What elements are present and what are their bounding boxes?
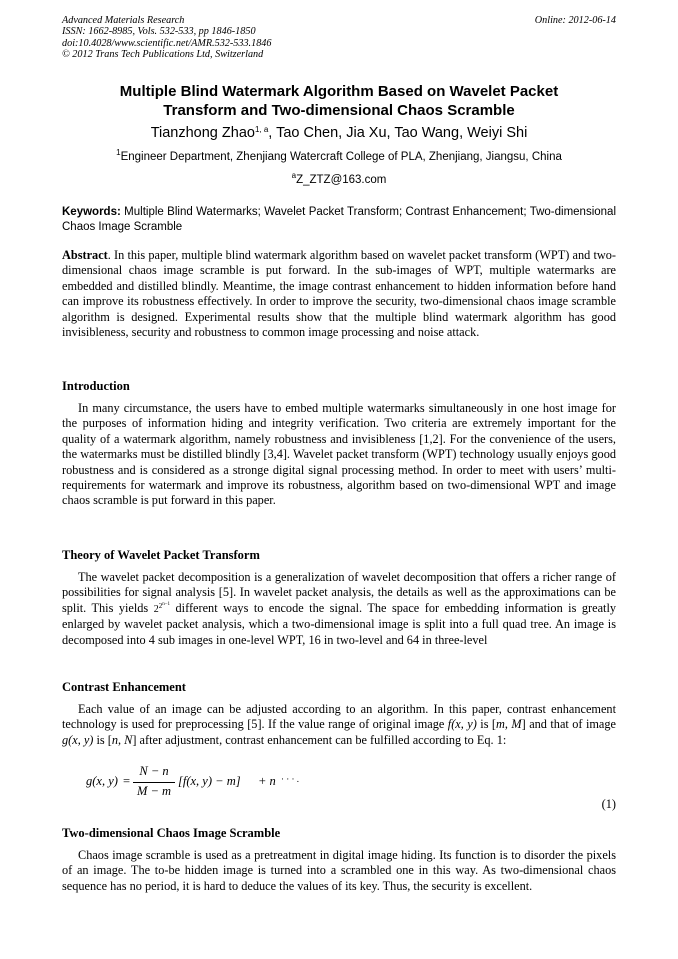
other-authors: , Tao Chen, Jia Xu, Tao Wang, Weiyi Shi	[268, 125, 528, 141]
journal-header	[62, 15, 271, 61]
abstract-label: Abstract	[62, 248, 108, 262]
first-author-affil-mark: 1, a	[254, 125, 269, 134]
chaos-text: Chaos image scramble is used as a pretreatment in digital image hiding. Its function is to disorder the pixels of an image. The to-be hidden image is turned into a scrambled one in this way. As two-dimensional chaos sequence has no period, it is hard to deduce the values of its key. Thus, the security is excellent.	[62, 848, 616, 893]
equation-bracket: [f(x, y) − m]	[178, 774, 241, 788]
journal-issn: ISSN: 1662-8985, Vols. 532-533, pp 1846-1850	[62, 26, 256, 38]
journal-copyright: © 2012 Trans Tech Publications Ltd, Switzerland	[62, 49, 264, 61]
title-line-1: Multiple Blind Watermark Algorithm Based on Wavelet Packet	[119, 83, 559, 100]
keywords	[62, 205, 616, 235]
online-date: Online: 2012-06-14	[534, 15, 616, 26]
author-email	[62, 173, 616, 187]
equation-1	[86, 764, 616, 799]
theory-text-after: different ways to encode the signal. The space for embedding information is greatly enlarged by wavelet packet analysis, which a two-dimensional image is split into a full quad tree. An image is decomposed into 4 sub images in one-level WPT, 16 in two-level and 64 in three-level	[62, 600, 617, 647]
abstract	[62, 248, 616, 340]
equation-dots: · · · .	[281, 774, 299, 784]
introduction-heading: Introduction	[62, 379, 130, 393]
introduction-text: In many circumstance, the users have to embed multiple watermarks simultaneously in one host image for the purposes of information hiding and integrity verification. Two criteria are extremely important for the quality of a watermark algorithm, namely robustness and invisibleness [1,2]. For the convenience of the users, the watermarks must be distilled blindly [3,4]. Wavelet packet transform (WPT) technology usually enjoys good robustness and is considered as a stronge digital signal processing method. In order to meet with users’ multi-requirements for watermark and improve its robustness, algorithm based on two-dimensional WPT and image chaos scramble is put forward in this paper.	[62, 401, 616, 508]
contrast-text: Each value of an image can be adjusted according to an algorithm. In this paper, contrast enhancement technology is used for preprocessing [5]. If the value range of original image f(x, y) is [m, M] and that of image g(x, y) is [n, N] after adjustment, contrast enhancement can be fulfilled according to Eq. 1:	[62, 702, 616, 747]
email-text: Z_ZTZ@163.com	[296, 174, 387, 186]
affiliation-mark: 1	[116, 148, 121, 157]
affiliation-text: Engineer Department, Zhenjiang Watercraft College of PLA, Zhenjiang, Jiangsu, China	[120, 151, 562, 163]
theory-text	[62, 570, 616, 648]
contrast-heading: Contrast Enhancement	[62, 680, 186, 694]
first-author: Tianzhong Zhao	[150, 125, 255, 141]
affiliation	[62, 150, 616, 164]
email-mark: a	[291, 171, 297, 180]
equation-denominator: M − m	[136, 784, 172, 798]
abstract-text: . In this paper, multiple blind watermark algorithm based on wavelet packet transform (WPT) and two-dimensional chaos image scramble is put forward. In the sub-images of WPT, multiple watermarks are embedded and distilled blindly. Meantime, the image contrast enhancement to hidden information before hand can improve its robustness effectively. In order to improve the security, two-dimensional chaos image scramble algorithm is designed. Experimental results show that the multiple blind watermark algorithm has good invisibleness, security and robustness to common image processing and noise attack.	[62, 248, 616, 340]
journal-name: Advanced Materials Research	[62, 15, 185, 26]
two-power-expression: $2^{2^{n-1}}$	[153, 601, 171, 615]
fraction-bar	[133, 782, 175, 783]
equation-tail: + n	[258, 774, 276, 788]
equation-equals: =	[123, 774, 131, 788]
author-list	[62, 124, 616, 142]
theory-text-before: The wavelet packet decomposition is a generalization of wavelet decomposition that offers a richer range of possibilities for signal analysis [5]. In wavelet packet analysis, the details as well as the approximations can be split. This yields	[62, 570, 616, 615]
paper-title	[62, 82, 616, 120]
keywords-text: Multiple Blind Watermarks; Wavelet Packet Transform; Contrast Enhancement; Two-dimensional Chaos Image Scramble	[62, 206, 616, 233]
equation-number: (1)	[601, 797, 616, 811]
title-line-2: Transform and Two-dimensional Chaos Scramble	[163, 102, 515, 119]
theory-heading: Theory of Wavelet Packet Transform	[62, 548, 260, 562]
equation-lhs: g(x, y)	[86, 774, 118, 788]
journal-doi: doi:10.4028/www.scientific.net/AMR.532-533.1846	[62, 37, 272, 49]
keywords-label: Keywords:	[62, 206, 121, 218]
equation-numerator: N − n	[139, 764, 169, 778]
chaos-heading: Two-dimensional Chaos Image Scramble	[62, 826, 281, 840]
